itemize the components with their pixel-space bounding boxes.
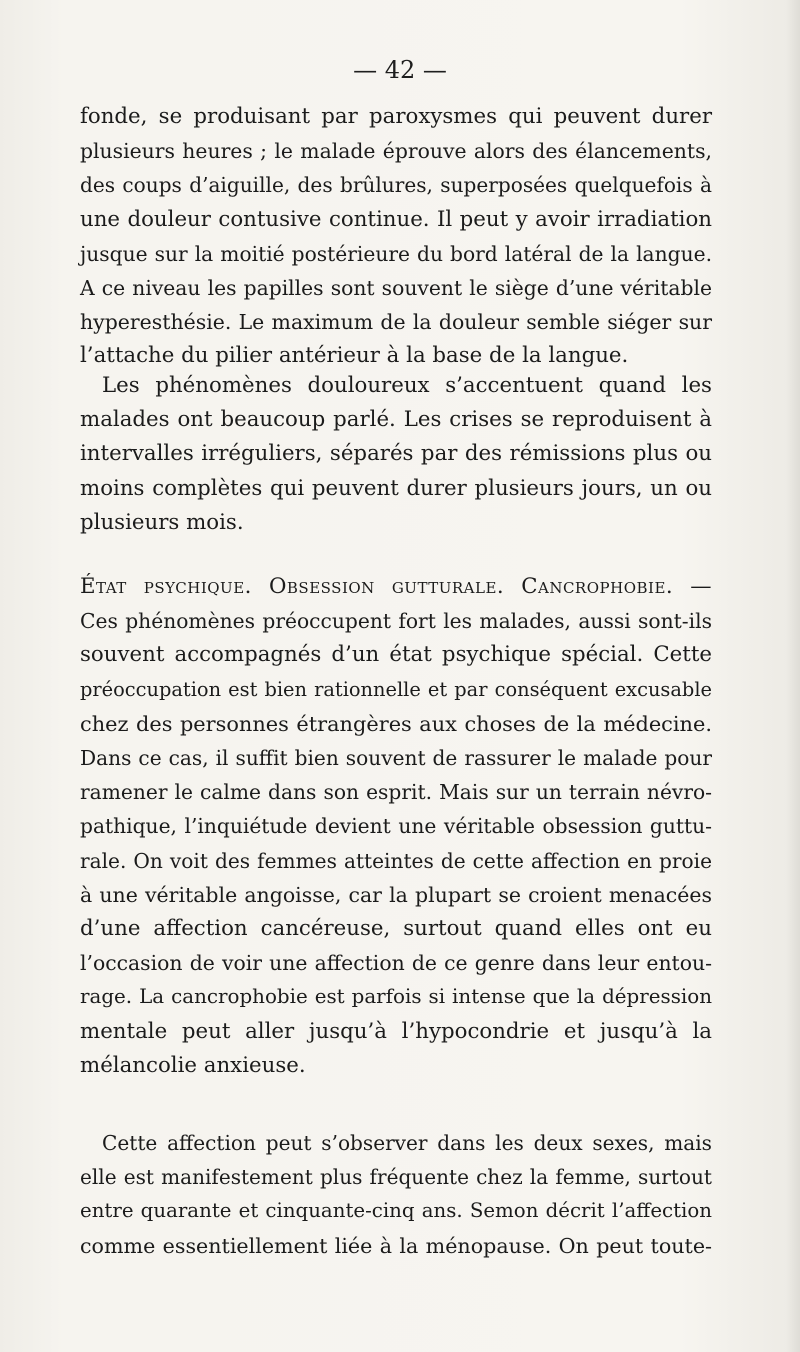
text-line: Ces phénomènes préoccupent fort les malades, aussi sont-ils xyxy=(80,609,712,634)
text-line: mélancolie anxieuse. xyxy=(80,1052,306,1078)
text-line: des coups d’aiguille, des brûlures, superposées quelquefois à xyxy=(80,173,712,198)
text-line: comme essentiellement liée à la ménopause. On peut toute- xyxy=(80,1233,712,1258)
text-line: elle est manifestement plus fréquente chez la femme, surtout xyxy=(80,1165,712,1190)
page-edge-shadow xyxy=(786,0,800,1352)
text-line: souvent accompagnés d’un état psychique spécial. Cette xyxy=(80,642,712,668)
text-line: préoccupation est bien rationnelle et par conséquent excusable xyxy=(80,677,712,701)
text-line: jusque sur la moitié postérieure du bord latéral de la langue. xyxy=(80,241,712,266)
paragraph-continuation xyxy=(80,100,712,374)
section-heading: État psychique. Obsession gutturale. Cancrophobie. — xyxy=(80,574,712,599)
text-line: chez des personnes étrangères aux choses de la médecine. xyxy=(80,711,712,736)
text-line: l’occasion de voir une affection de ce genre dans leur entou- xyxy=(80,951,712,976)
text-line: mentale peut aller jusqu’à l’hypocondrie et jusqu’à la xyxy=(80,1018,712,1044)
text-line: plusieurs mois. xyxy=(80,509,244,535)
text-line: A ce niveau les papilles sont souvent le siège d’une véritable xyxy=(80,276,712,301)
text-line: pathique, l’inquiétude devient une véritable obsession guttu- xyxy=(80,814,712,839)
text-line: Cette affection peut s’observer dans les deux sexes, mais xyxy=(102,1131,712,1155)
text-line: moins complètes qui peuvent durer plusieurs jours, un ou xyxy=(80,475,712,501)
text-line: rage. La cancrophobie est parfois si intense que la dépression xyxy=(80,985,712,1009)
text-line: Dans ce cas, il suffit bien souvent de rassurer le malade pour xyxy=(80,746,712,771)
text-line: ramener le calme dans son esprit. Mais sur un terrain névro- xyxy=(80,780,712,805)
text-line: à une véritable angoisse, car la plupart se croient menacées xyxy=(80,882,712,907)
text-line: une douleur contusive continue. Il peut y avoir irradiation xyxy=(80,206,712,232)
paragraph-etat-psychique xyxy=(80,570,712,1083)
paragraph-crises xyxy=(80,369,712,540)
text-line: entre quarante et cinquante-cinq ans. Semon décrit l’affection xyxy=(80,1199,712,1223)
text-line: fonde, se produisant par paroxysmes qui peuvent durer xyxy=(80,104,712,129)
text-line: Les phénomènes douloureux s’accentuent quand les xyxy=(102,373,712,398)
text-line: rale. On voit des femmes atteintes de cette affection en proie xyxy=(80,848,712,873)
page-number: — 42 — xyxy=(353,56,447,84)
text-line: l’attache du pilier antérieur à la base de la langue. xyxy=(80,343,629,369)
paragraph-sexes xyxy=(80,1126,712,1263)
text-line: intervalles irréguliers, séparés par des rémissions plus ou xyxy=(80,441,712,467)
text-line: d’une affection cancéreuse, surtout quand elles ont eu xyxy=(80,916,712,942)
text-line: plusieurs heures ; le malade éprouve alors des élancements, xyxy=(80,139,712,164)
text-line: hyperesthésie. Le maximum de la douleur semble siéger sur xyxy=(80,310,712,335)
text-line: malades ont beaucoup parlé. Les crises se reproduisent à xyxy=(80,407,712,433)
